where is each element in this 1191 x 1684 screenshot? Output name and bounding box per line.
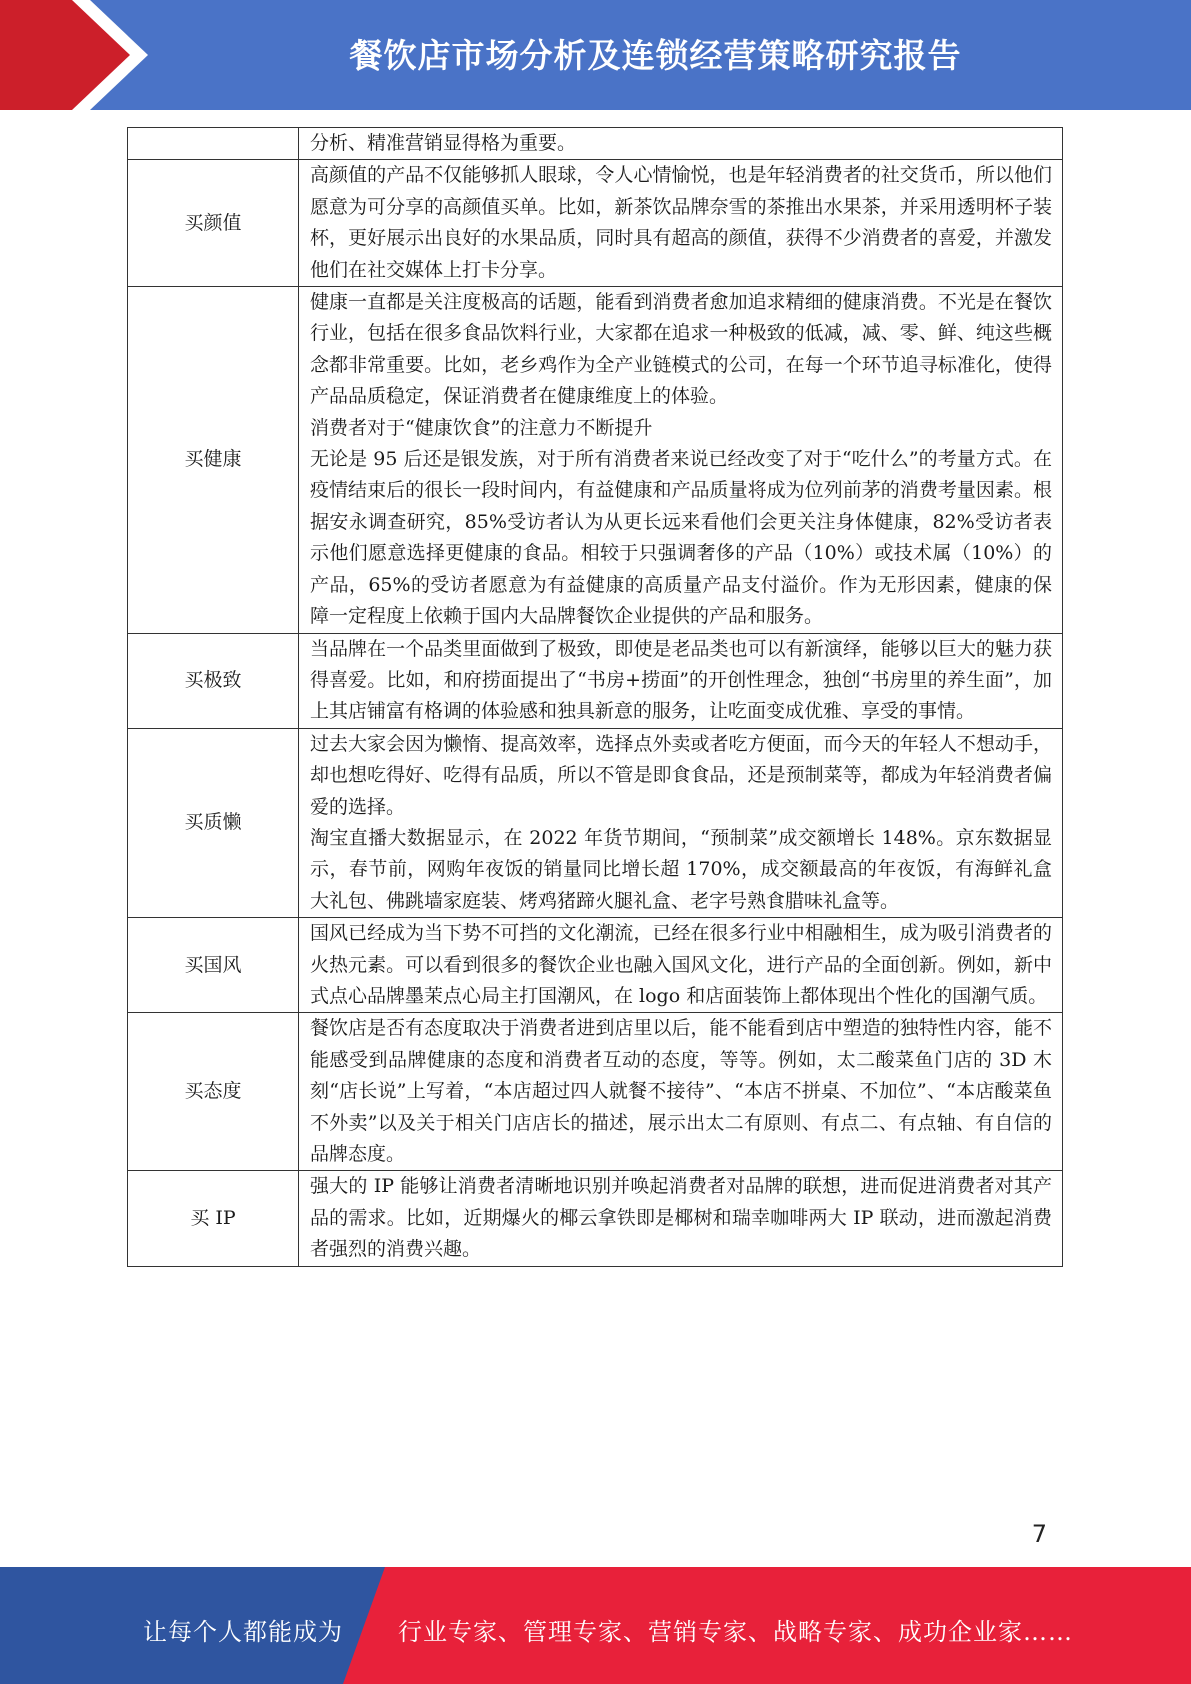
category-cell: 买颜值 xyxy=(128,160,299,287)
category-cell: 买极致 xyxy=(128,633,299,728)
description-cell xyxy=(299,287,1063,633)
description-paragraph: 无论是 95 后还是银发族，对于所有消费者来说已经改变了对于“吃什么”的考量方式。在疫情结束后的很长一段时间内，有益健康和产品质量将成为位列前茅的消费考量因素。根据安永调查研究，85%受访者认为从更长远来看他们会更关注身体健康，82%受访者表示他们愿意选择更健康的食品。相较于只强调奢侈的产品（10%）或技术属（10%）的产品，65%的受访者愿意为有益健康的高质量产品支付溢价。作为无形因素，健康的保障一定程度上依赖于国内大品牌餐饮企业提供的产品和服务。 xyxy=(310,448,1052,628)
table-row xyxy=(128,1013,1063,1171)
category-cell: 买 IP xyxy=(128,1171,299,1266)
description-cell xyxy=(299,128,1063,160)
description-paragraph: 消费者对于“健康饮食”的注意力不断提升 xyxy=(310,416,653,439)
category-cell xyxy=(128,128,299,160)
footer-slogan-right: 行业专家、管理专家、营销专家、战略专家、成功企业家…… xyxy=(398,1618,1073,1646)
description-paragraph: 国风已经成为当下势不可挡的文化潮流，已经在很多行业中相融相生，成为吸引消费者的火热元素。可以看到很多的餐饮企业也融入国风文化，进行产品的全面创新。例如，新中式点心品牌墨茉点心局主打国潮风，在 logo 和店面装饰上都体现出个性化的国潮气质。 xyxy=(310,922,1052,1007)
description-paragraph: 健康一直都是关注度极高的话题，能看到消费者愈加追求精细的健康消费。不光是在餐饮行业，包括在很多食品饮料行业，大家都在追求一种极致的低减，减、零、鲜、纯这些概念都非常重要。比如，老乡鸡作为全产业链模式的公司，在每一个环节追寻标准化，使得产品品质稳定，保证消费者在健康维度上的体验。 xyxy=(310,291,1052,408)
description-paragraph: 高颜值的产品不仅能够抓人眼球，令人心情愉悦，也是年轻消费者的社交货币，所以他们愿意为可分享的高颜值买单。比如，新茶饮品牌奈雪的茶推出水果茶，并采用透明杯子装杯，更好展示出良好的水果品质，同时具有超高的颜值，获得不少消费者的喜爱，并激发他们在社交媒体上打卡分享。 xyxy=(310,164,1052,281)
footer-slogan-left: 让每个人都能成为 xyxy=(143,1618,343,1646)
description-paragraph: 当品牌在一个品类里面做到了极致，即使是老品类也可以有新演绎，能够以巨大的魅力获得喜爱。比如，和府捞面提出了“书房+捞面”的开创性理念，独创“书房里的养生面”，加上其店铺富有格调的体验感和独具新意的服务，让吃面变成优雅、享受的事情。 xyxy=(310,637,1052,723)
table-row xyxy=(128,160,1063,287)
category-cell: 买质懒 xyxy=(128,728,299,917)
report-title: 餐饮店市场分析及连锁经营策略研究报告 xyxy=(349,36,962,75)
table-row xyxy=(128,918,1063,1013)
description-cell xyxy=(299,1171,1063,1266)
content-table xyxy=(127,127,1063,1267)
table-row xyxy=(128,633,1063,728)
description-paragraph: 餐饮店是否有态度取决于消费者进到店里以后，能不能看到店中塑造的独特性内容，能不能感受到品牌健康的态度和消费者互动的态度，等等。例如，太二酸菜鱼门店的 3D 木刻“店长说”上写着，“本店超过四人就餐不接待”、“本店不拼桌、不加位”、“本店酸菜鱼不外卖”以及关于相关门店店长的描述，展示出太二有原则、有点二、有点轴、有自信的品牌态度。 xyxy=(310,1017,1052,1165)
description-paragraph: 分析、精准营销显得格为重要。 xyxy=(310,132,577,154)
description-cell xyxy=(299,160,1063,287)
page-number: 7 xyxy=(1031,1520,1047,1548)
category-cell: 买健康 xyxy=(128,287,299,633)
description-paragraph: 淘宝直播大数据显示，在 2022 年货节期间，“预制菜”成交额增长 148%。京东数据显示，春节前，网购年夜饭的销量同比增长超 170%，成交额最高的年夜饭，有海鲜礼盒大礼包、佛跳墙家庭装、烤鸡猪蹄火腿礼盒、老字号熟食腊味礼盒等。 xyxy=(310,826,1052,912)
description-cell xyxy=(299,633,1063,728)
description-paragraph: 强大的 IP 能够让消费者清晰地识别并唤起消费者对品牌的联想，进而促进消费者对其产品的需求。比如，近期爆火的椰云拿铁即是椰树和瑞幸咖啡两大 IP 联动，进而激起消费者强烈的消费兴趣。 xyxy=(310,1175,1052,1261)
table-row xyxy=(128,128,1063,160)
page-header xyxy=(0,0,1191,110)
category-cell: 买态度 xyxy=(128,1013,299,1171)
category-cell: 买国风 xyxy=(128,918,299,1013)
table-row xyxy=(128,728,1063,917)
description-paragraph: 过去大家会因为懒惰、提高效率，选择点外卖或者吃方便面，而今天的年轻人不想动手，却也想吃得好、吃得有品质，所以不管是即食食品，还是预制菜等，都成为年轻消费者偏爱的选择。 xyxy=(310,732,1052,818)
table-row xyxy=(128,287,1063,633)
page-footer xyxy=(0,1567,1191,1684)
description-cell xyxy=(299,918,1063,1013)
table-row xyxy=(128,1171,1063,1266)
description-cell xyxy=(299,728,1063,917)
description-cell xyxy=(299,1013,1063,1171)
